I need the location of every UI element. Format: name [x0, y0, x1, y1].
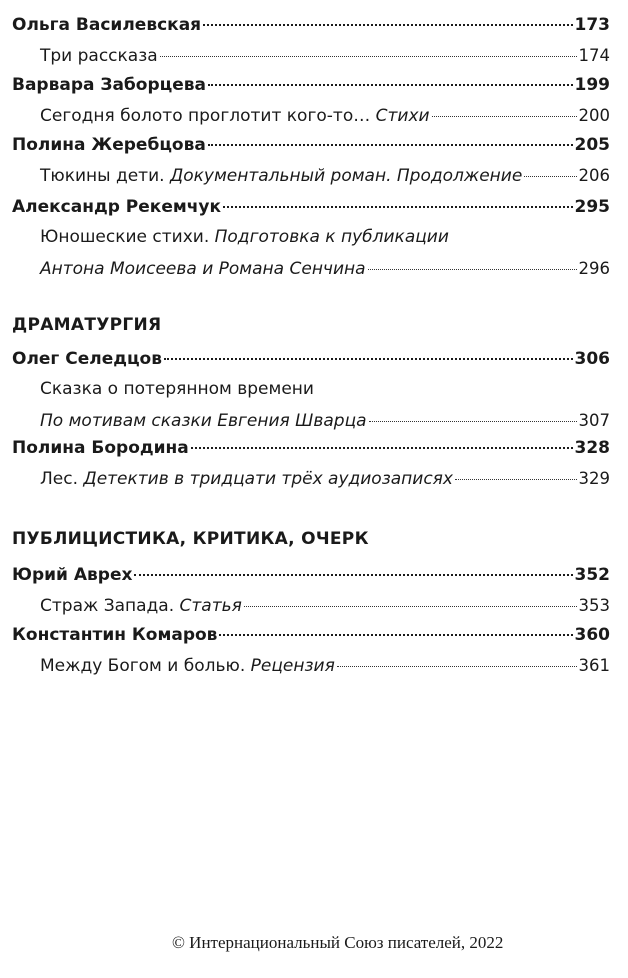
toc-work-line[interactable] — [12, 374, 610, 405]
author-name: Полина Бородина — [12, 438, 189, 458]
author-name: Александр Рекемчук — [12, 197, 222, 217]
work-title: Юношеские стихи. — [40, 227, 215, 247]
work-note-continued: Антона Моисеева и Романа Сенчина — [40, 259, 366, 279]
author-name: Олег Селедцов — [12, 349, 162, 369]
page-number: 173 — [574, 15, 610, 35]
page-number: 200 — [578, 106, 610, 125]
leader-dots — [244, 606, 577, 607]
author-name: Юрий Аврех — [12, 565, 133, 585]
toc-work-row[interactable] — [12, 463, 610, 494]
page-number: 329 — [578, 469, 610, 488]
toc-author-row[interactable] — [12, 344, 610, 374]
leader-dots — [368, 269, 577, 270]
copyright-notice: © Интернациональный Союз писателей, 2022 — [172, 933, 504, 952]
toc-author-row[interactable] — [12, 433, 610, 463]
leader-dots — [223, 206, 572, 208]
toc-work-line[interactable] — [12, 222, 610, 253]
page-number: 174 — [578, 46, 610, 65]
leader-dots — [203, 24, 572, 26]
toc-entry — [12, 433, 610, 494]
work-title: Тюкины дети. Документальный роман. Продолжение — [40, 166, 523, 186]
work-title: Между Богом и болью. Рецензия — [40, 656, 335, 676]
page-number: 353 — [578, 596, 610, 615]
toc-author-row[interactable] — [12, 10, 610, 40]
leader-dots — [160, 56, 577, 57]
work-title: Лес. Детектив в тридцати трёх аудиозаписях — [40, 469, 453, 489]
page-number: 352 — [574, 565, 610, 585]
leader-dots — [134, 574, 572, 576]
section-heading — [12, 524, 610, 554]
toc-entry — [12, 620, 610, 681]
toc-work-row[interactable] — [12, 160, 610, 191]
leader-dots — [432, 116, 577, 117]
toc-entry — [12, 70, 610, 131]
page-number: 295 — [574, 197, 610, 217]
author-name: Варвара Заборцева — [12, 75, 207, 95]
leader-dots — [219, 634, 572, 636]
author-name: Константин Комаров — [12, 625, 218, 645]
toc-author-row[interactable] — [12, 130, 610, 160]
toc-entry — [12, 344, 610, 436]
leader-dots — [337, 666, 577, 667]
page-number: 296 — [578, 259, 610, 278]
leader-dots — [208, 144, 573, 146]
toc-author-row[interactable] — [12, 192, 610, 222]
author-name: Ольга Василевская — [12, 15, 202, 35]
page-number: 307 — [578, 411, 610, 430]
page-number: 360 — [574, 625, 610, 645]
toc-work-row[interactable] — [12, 253, 610, 284]
toc-entry — [12, 560, 610, 621]
leader-dots — [208, 84, 572, 86]
work-title: Три рассказа — [40, 46, 158, 66]
toc-work-row[interactable] — [12, 40, 610, 71]
toc-entry — [12, 10, 610, 71]
page-number: 206 — [578, 166, 610, 185]
toc-author-row[interactable] — [12, 620, 610, 650]
page-number: 205 — [574, 135, 610, 155]
page-number: 199 — [574, 75, 610, 95]
page-number: 306 — [574, 349, 610, 369]
toc-author-row[interactable] — [12, 70, 610, 100]
work-title: Сегодня болото проглотит кого-то… Стихи — [40, 106, 430, 126]
work-title: Страж Запада. Статья — [40, 596, 242, 616]
work-note: По мотивам сказки Евгения Шварца — [40, 411, 367, 431]
leader-dots — [164, 358, 573, 360]
toc-entry — [12, 130, 610, 191]
work-note: Подготовка к публикации — [214, 227, 449, 247]
section-title: ПУБЛИЦИСТИКА, КРИТИКА, ОЧЕРК — [12, 529, 369, 549]
leader-dots — [191, 447, 573, 449]
section-title: ДРАМАТУРГИЯ — [12, 315, 162, 335]
toc-entry — [12, 192, 610, 284]
toc-work-row[interactable] — [12, 590, 610, 621]
leader-dots — [455, 479, 577, 480]
leader-dots — [369, 421, 577, 422]
toc-author-row[interactable] — [12, 560, 610, 590]
page-number: 328 — [574, 438, 610, 458]
page-number: 361 — [578, 656, 610, 675]
leader-dots — [524, 176, 576, 177]
toc-work-row[interactable] — [12, 405, 610, 436]
section-heading — [12, 310, 610, 340]
toc-work-row[interactable] — [12, 650, 610, 681]
work-title: Сказка о потерянном времени — [40, 379, 314, 399]
toc-work-row[interactable] — [12, 100, 610, 131]
author-name: Полина Жеребцова — [12, 135, 206, 155]
